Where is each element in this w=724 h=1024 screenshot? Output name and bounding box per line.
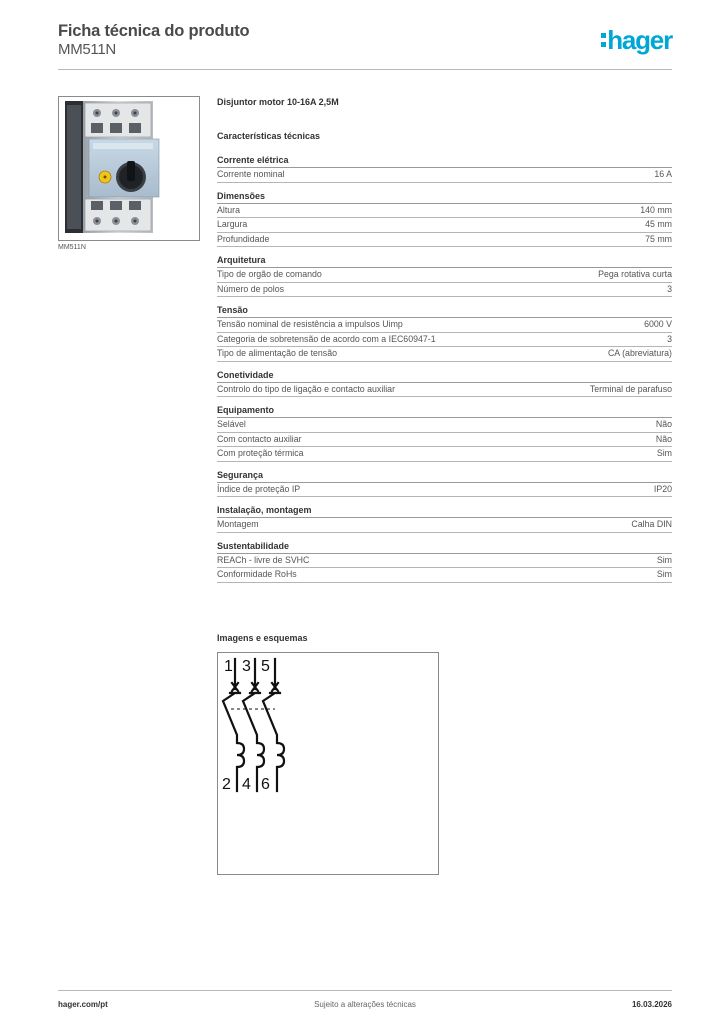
- spec-row: [217, 268, 672, 283]
- spec-row: [217, 447, 672, 462]
- spec-value: 75 mm: [645, 233, 672, 244]
- terminal-label-bottom: 2: [222, 776, 231, 793]
- footer-website: hager.com/pt: [58, 1000, 108, 1009]
- spec-label: Com proteção térmica: [217, 448, 304, 458]
- spec-label: Índice de proteção IP: [217, 483, 301, 494]
- photo-caption: MM511N: [58, 244, 86, 251]
- section-conetividade: [217, 369, 672, 398]
- logo-text: hager: [607, 25, 672, 55]
- spec-row: [217, 233, 672, 248]
- section-title: Sustentabilidade: [217, 540, 672, 554]
- page-title: Ficha técnica do produto: [58, 22, 250, 40]
- section-equipamento: [217, 404, 672, 462]
- spec-row: [217, 283, 672, 298]
- characteristics-title: Características técnicas: [217, 131, 321, 141]
- section-sustentabilidade: [217, 540, 672, 583]
- spec-label: Altura: [217, 204, 240, 215]
- spec-label: Selável: [217, 419, 246, 429]
- spec-label: Largura: [217, 219, 248, 229]
- section-title: Instalação, montagem: [217, 504, 672, 518]
- terminal-label-bottom: 4: [242, 776, 251, 793]
- spec-value: Sim: [656, 569, 672, 579]
- spec-row: [217, 433, 672, 448]
- product-code: MM511N: [58, 41, 116, 58]
- section-title: Equipamento: [217, 404, 672, 418]
- section-title: Conetividade: [217, 369, 672, 383]
- spec-label: Categoria de sobretensão de acordo com a IEC60947-1: [217, 333, 436, 344]
- spec-row: [217, 347, 672, 362]
- spec-label: Corrente nominal: [217, 169, 285, 179]
- spec-content: [217, 96, 672, 590]
- section-title: Segurança: [217, 469, 672, 483]
- product-description: Disjuntor motor 10-16A 2,5M: [217, 97, 339, 107]
- spec-value: 3: [667, 283, 672, 294]
- section-arquitetura: [217, 254, 672, 297]
- images-section-title: Imagens e esquemas: [217, 633, 308, 643]
- spec-label: Tensão nominal de resistência a impulsos Uimp: [217, 319, 403, 329]
- terminal-label-bottom: 6: [261, 776, 270, 793]
- spec-label: Conformidade RoHs: [217, 569, 297, 579]
- section-dimensoes: [217, 190, 672, 248]
- spec-row: [217, 568, 672, 583]
- spec-row: [217, 518, 672, 533]
- page-footer: [58, 990, 672, 1013]
- section-seguranca: [217, 469, 672, 498]
- spec-label: REACh - livre de SVHC: [217, 554, 310, 565]
- spec-value: Não: [655, 433, 672, 444]
- spec-value: IP20: [653, 483, 672, 494]
- spec-row: [217, 333, 672, 348]
- terminal-label-top: 3: [242, 658, 251, 675]
- three-pole-breaker-schematic: [218, 653, 438, 874]
- spec-value: Pega rotativa curta: [598, 269, 672, 279]
- terminal-label-top: 1: [224, 658, 233, 675]
- spec-label: Profundidade: [217, 233, 270, 244]
- terminal-label-top: 5: [261, 658, 270, 675]
- spec-row: [217, 204, 672, 219]
- spec-value: 16 A: [654, 169, 672, 179]
- footer-notice: Sujeito a alterações técnicas: [314, 1000, 416, 1009]
- spec-label: Tipo de orgão de comando: [217, 269, 322, 279]
- spec-value: 140 mm: [640, 204, 672, 215]
- section-title: Tensão: [217, 304, 672, 318]
- page-header: [58, 22, 672, 70]
- spec-value: Sim: [656, 448, 672, 458]
- spec-row: [217, 554, 672, 569]
- section-title: Corrente elétrica: [217, 154, 672, 168]
- spec-row: [217, 383, 672, 398]
- spec-row: [217, 483, 672, 498]
- spec-label: Controlo do tipo de ligação e contacto auxiliar: [217, 383, 396, 394]
- spec-value: Não: [655, 419, 672, 429]
- spec-value: 45 mm: [645, 219, 672, 229]
- section-instalacao-montagem: [217, 504, 672, 533]
- section-title: Arquitetura: [217, 254, 672, 268]
- spec-value: 3: [667, 333, 672, 344]
- logo-dots-icon: [601, 33, 606, 47]
- spec-value: Calha DIN: [631, 519, 672, 529]
- section-tensao: [217, 304, 672, 362]
- spec-row: [217, 418, 672, 433]
- spec-value: CA (abreviatura): [607, 348, 672, 358]
- spec-label: Com contacto auxiliar: [217, 433, 302, 444]
- hager-logo: [601, 25, 672, 55]
- spec-value: Sim: [656, 554, 672, 565]
- spec-value: 6000 V: [644, 319, 672, 329]
- spec-label: Número de polos: [217, 283, 284, 294]
- spec-row: [217, 218, 672, 233]
- footer-date: 16.03.2026: [631, 1000, 672, 1009]
- section-corrente-eletrica: [217, 154, 672, 183]
- spec-row: [217, 168, 672, 183]
- section-title: Dimensões: [217, 190, 672, 204]
- spec-row: [217, 318, 672, 333]
- spec-label: Tipo de alimentação de tensão: [217, 348, 337, 358]
- spec-label: Montagem: [217, 519, 259, 529]
- wiring-diagram: [217, 652, 439, 875]
- product-photo: [58, 96, 200, 241]
- spec-value: Terminal de parafuso: [589, 383, 672, 394]
- motor-breaker-illustration: [59, 97, 199, 240]
